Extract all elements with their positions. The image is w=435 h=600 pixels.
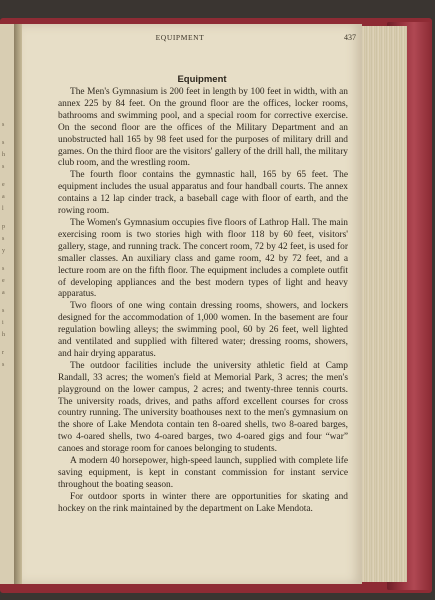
facing-page-fragment: e bbox=[2, 182, 5, 188]
facing-page-fragment: a bbox=[2, 194, 5, 200]
facing-page-fragment: s bbox=[2, 140, 5, 146]
facing-page-fragment: s bbox=[2, 362, 5, 368]
facing-page-fragment: y bbox=[2, 248, 5, 254]
facing-page-fragment: i bbox=[2, 320, 4, 326]
paragraph-fourth-floor: The fourth floor contains the gymnastic hall, 165 by 65 feet. The equipment includes the usual apparatus and four handball courts. The annex contains a 12 lap cinder track, a baseball cage with floor of earth, and the rowing room. bbox=[58, 170, 348, 217]
facing-page-fragment: r bbox=[2, 350, 4, 356]
facing-page-fragment: p bbox=[2, 224, 5, 230]
paragraph-womens-gymnasium: The Women's Gymnasium occupies five floors of Lathrop Hall. The main exercising room is two stories high with floor 118 by 60 feet, visitors' gallery, stage, and running track. The concert room, 72 by 42 feet, is used for smaller classes. An auxiliary class and game room, 42 by 72 feet, and a lecture room are on the fifth floor. The equipment includes a complete outfit of developing appliances and the best modern types of light and heavy apparatus. bbox=[58, 217, 348, 300]
book-gutter bbox=[14, 24, 22, 584]
section-heading: Equipment bbox=[177, 74, 227, 85]
facing-page-fragment: s bbox=[2, 308, 5, 314]
facing-page-fragment: s bbox=[2, 164, 5, 170]
facing-page-fragment: s bbox=[2, 122, 5, 128]
facing-page-fragment: h bbox=[2, 152, 5, 158]
facing-page-fragment: l bbox=[2, 206, 4, 212]
facing-page-fragment: s bbox=[2, 266, 5, 272]
paragraph-outdoor-facilities: The outdoor facilities include the university athletic field at Camp Randall, 33 acres; the women's field at Memorial Park, 3 acres; the men's playground on the lower campus, 2 acres; and twenty-three tennis courts. The university roads, drives, and paths afford excellent courses for cross country running. The university boathouses next to the men's gymnasium on the shore of Lake Mendota contain ten 8-oared shells, two 8-oared barges, two 4-oared shells, two 4-oared barges, two 4-oared gigs and four “war” canoes and storage room for canoes belonging to students. bbox=[58, 360, 348, 455]
facing-page-fragment: a bbox=[2, 290, 5, 296]
paragraph-winter-sports: For outdoor sports in winter there are opportunities for skating and hockey on the rink maintained by the department on Lake Mendota. bbox=[58, 491, 348, 514]
body-text bbox=[58, 87, 348, 516]
page-number: 437 bbox=[344, 33, 356, 42]
facing-page-fragment: h bbox=[2, 332, 5, 338]
paragraph-launch: A modern 40 horsepower, high-speed launch, supplied with complete life saving equipment, is kept in constant commission for instant service throughout the boating season. bbox=[58, 456, 348, 490]
paragraph-mens-gymnasium: The Men's Gymnasium is 200 feet in length by 100 feet in width, with an annex 225 by 84 feet. On the ground floor are the offices, locker rooms, bathrooms and swimming pool, and a special room for corrective exercise. On the second floor are the offices of the Military Department and an unobstructed hall 165 by 98 feet used for the purposes of military drill and games. On the third floor are the visitors' gallery of the drill hall, the military club room, and the wrestling room. bbox=[58, 87, 348, 169]
running-head-title: EQUIPMENT bbox=[155, 33, 205, 42]
facing-page-fragments bbox=[2, 120, 12, 372]
page-edges bbox=[355, 26, 407, 582]
facing-page-fragment: s bbox=[2, 236, 5, 242]
paragraph-dressing-rooms: Two floors of one wing contain dressing rooms, showers, and lockers designed for the accommodation of 1,000 women. In the basement are four regulation bowling alleys; the swimming pool, 60 by 26 feet, well lighted and ventilated and supplied with filtered water; dressing rooms, showers, and hair drying apparatus. bbox=[58, 301, 348, 359]
facing-page-fragment: e bbox=[2, 278, 5, 284]
